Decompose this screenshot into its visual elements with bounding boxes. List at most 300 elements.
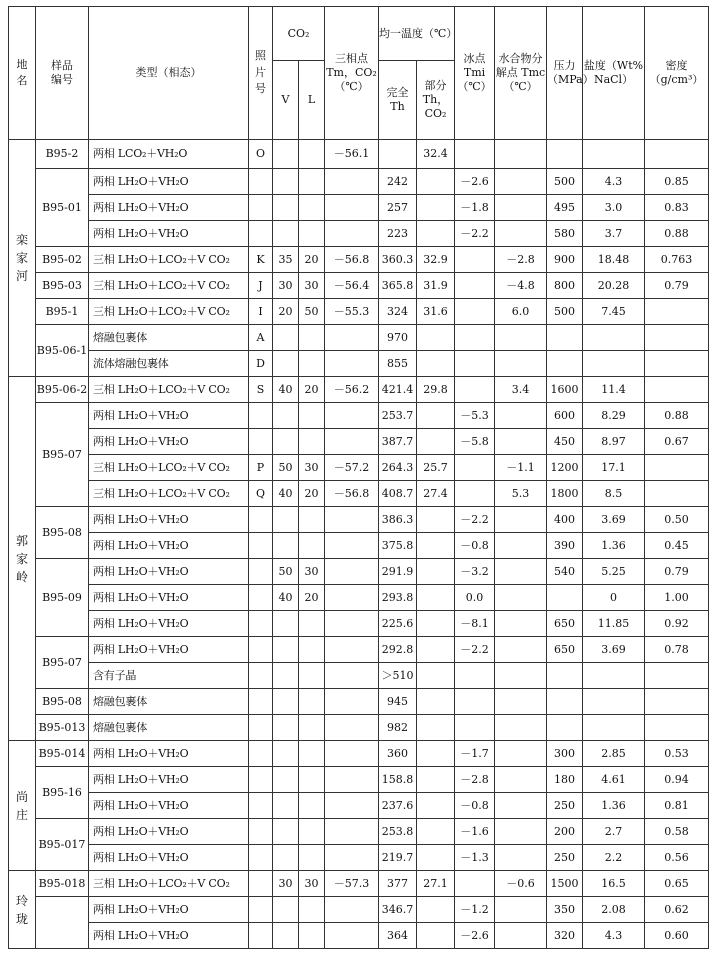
th-partial-cell [417,429,455,455]
pressure-cell: 450 [547,429,583,455]
th-partial-cell: 32.4 [417,140,455,169]
sample-no-cell: B95-07 [36,403,89,507]
photo-cell: D [249,351,273,377]
triple-point-cell [325,663,379,689]
photo-cell: P [249,455,273,481]
triple-point-cell [325,637,379,663]
co2-l-cell: 20 [299,247,325,273]
th-full-cell [379,140,417,169]
table-row [9,273,709,299]
table-row [9,351,709,377]
co2-l-cell [299,923,325,949]
density-cell: 0.45 [645,533,709,559]
salinity-cell [583,689,645,715]
pressure-cell: 900 [547,247,583,273]
co2-l-cell: 20 [299,481,325,507]
sample-no-cell: B95-017 [36,819,89,871]
freezing-point-cell: －0.8 [455,793,495,819]
th-partial-cell [417,793,455,819]
pressure-cell [547,325,583,351]
hydrate-point-cell: －4.8 [495,273,547,299]
pressure-cell [547,663,583,689]
salinity-cell: 8.29 [583,403,645,429]
table-row [9,637,709,663]
th-full-cell: 264.3 [379,455,417,481]
photo-cell: I [249,299,273,325]
sample-no-cell: B95-013 [36,715,89,741]
hydrate-point-cell [495,611,547,637]
table-row [9,247,709,273]
pressure-cell: 1800 [547,481,583,507]
table-row [9,767,709,793]
th-partial-cell [417,715,455,741]
density-cell: 0.88 [645,221,709,247]
salinity-cell [583,663,645,689]
header-hydrate-point: 水合物分解点 Tmc（℃） [495,7,547,140]
freezing-point-cell [455,247,495,273]
th-full-cell: 945 [379,689,417,715]
co2-l-cell: 30 [299,871,325,897]
th-full-cell: 970 [379,325,417,351]
pressure-cell: 250 [547,845,583,871]
co2-l-cell [299,611,325,637]
th-full-cell: 324 [379,299,417,325]
sample-no-cell: B95-07 [36,637,89,689]
triple-point-cell [325,923,379,949]
type-cell: 两相 LH₂O＋VH₂O [89,507,249,533]
triple-point-cell [325,611,379,637]
co2-v-cell: 30 [273,871,299,897]
co2-v-cell: 40 [273,481,299,507]
pressure-cell: 650 [547,611,583,637]
pressure-cell [547,140,583,169]
hydrate-point-cell [495,351,547,377]
density-cell: 0.763 [645,247,709,273]
type-cell: 两相 LH₂O＋VH₂O [89,611,249,637]
co2-l-cell [299,429,325,455]
hydrate-point-cell [495,689,547,715]
density-cell: 0.83 [645,195,709,221]
pressure-cell: 540 [547,559,583,585]
co2-v-cell [273,897,299,923]
sample-no-cell: B95-06-1 [36,325,89,377]
type-cell: 两相 LH₂O＋VH₂O [89,585,249,611]
photo-cell: Q [249,481,273,507]
co2-l-cell: 30 [299,273,325,299]
th-partial-cell: 25.7 [417,455,455,481]
pressure-cell: 1500 [547,871,583,897]
th-full-cell: 365.8 [379,273,417,299]
co2-v-cell [273,221,299,247]
pressure-cell: 1200 [547,455,583,481]
co2-v-cell [273,169,299,195]
salinity-cell [583,140,645,169]
location-cell: 郭家岭 [9,377,36,741]
table-row [9,897,709,923]
hydrate-point-cell [495,533,547,559]
type-cell: 熔融包裹体 [89,325,249,351]
type-cell: 两相 LH₂O＋VH₂O [89,845,249,871]
pressure-cell: 300 [547,741,583,767]
header-type: 类型（相态） [89,7,249,140]
pressure-cell: 250 [547,793,583,819]
th-full-cell: ＞510 [379,663,417,689]
salinity-cell: 1.36 [583,533,645,559]
salinity-cell: 8.97 [583,429,645,455]
co2-v-cell [273,689,299,715]
co2-v-cell: 50 [273,559,299,585]
co2-l-cell [299,325,325,351]
hydrate-point-cell [495,897,547,923]
th-partial-cell [417,507,455,533]
freezing-point-cell: 0.0 [455,585,495,611]
th-partial-cell [417,585,455,611]
co2-l-cell [299,741,325,767]
triple-point-cell [325,767,379,793]
salinity-cell: 3.69 [583,507,645,533]
type-cell: 两相 LH₂O＋VH₂O [89,923,249,949]
th-partial-cell [417,767,455,793]
salinity-cell: 0 [583,585,645,611]
hydrate-point-cell [495,923,547,949]
freezing-point-cell: －2.2 [455,221,495,247]
co2-v-cell [273,533,299,559]
freezing-point-cell [455,299,495,325]
freezing-point-cell: －0.8 [455,533,495,559]
location-cell: 玲珑 [9,871,36,949]
co2-v-cell [273,767,299,793]
sample-no-cell: B95-01 [36,169,89,247]
triple-point-cell [325,559,379,585]
pressure-cell: 600 [547,403,583,429]
triple-point-cell [325,715,379,741]
triple-point-cell [325,351,379,377]
co2-v-cell [273,351,299,377]
type-cell: 三相 LH₂O＋LCO₂＋V CO₂ [89,377,249,403]
freezing-point-cell [455,325,495,351]
th-partial-cell [417,637,455,663]
freezing-point-cell [455,273,495,299]
salinity-cell: 4.3 [583,923,645,949]
type-cell: 两相 LH₂O＋VH₂O [89,819,249,845]
type-cell: 两相 LH₂O＋VH₂O [89,637,249,663]
hydrate-point-cell [495,169,547,195]
pressure-cell: 580 [547,221,583,247]
hydrate-point-cell [495,140,547,169]
photo-cell [249,559,273,585]
type-cell: 两相 LH₂O＋VH₂O [89,559,249,585]
triple-point-cell: －57.2 [325,455,379,481]
salinity-cell: 11.85 [583,611,645,637]
density-cell [645,455,709,481]
hydrate-point-cell [495,559,547,585]
photo-cell [249,403,273,429]
co2-l-cell [299,663,325,689]
table-row [9,403,709,429]
photo-cell [249,533,273,559]
freezing-point-cell: －1.2 [455,897,495,923]
header-th-partial: 部分 Th，CO₂ [417,61,455,140]
photo-cell [249,767,273,793]
th-full-cell: 421.4 [379,377,417,403]
th-full-cell: 292.8 [379,637,417,663]
freezing-point-cell: －2.2 [455,507,495,533]
sample-no-cell: B95-014 [36,741,89,767]
photo-cell [249,689,273,715]
salinity-cell [583,351,645,377]
sample-no-cell: B95-06-2 [36,377,89,403]
th-partial-cell [417,689,455,715]
th-full-cell: 158.8 [379,767,417,793]
density-cell [645,689,709,715]
pressure-cell: 180 [547,767,583,793]
photo-cell [249,637,273,663]
triple-point-cell [325,689,379,715]
co2-l-cell [299,793,325,819]
co2-v-cell [273,429,299,455]
co2-l-cell: 50 [299,299,325,325]
th-full-cell: 237.6 [379,793,417,819]
freezing-point-cell: －2.6 [455,169,495,195]
photo-cell [249,611,273,637]
hydrate-point-cell [495,793,547,819]
salinity-cell [583,715,645,741]
density-cell [645,663,709,689]
triple-point-cell [325,897,379,923]
hydrate-point-cell [495,741,547,767]
th-partial-cell [417,221,455,247]
hydrate-point-cell [495,663,547,689]
th-partial-cell [417,897,455,923]
photo-cell [249,195,273,221]
co2-l-cell [299,637,325,663]
header-pressure: 压力（MPa） [547,7,583,140]
hydrate-point-cell: 5.3 [495,481,547,507]
type-cell: 流体熔融包裹体 [89,351,249,377]
triple-point-cell: －56.4 [325,273,379,299]
density-cell: 0.79 [645,273,709,299]
freezing-point-cell: －5.8 [455,429,495,455]
type-cell: 三相 LH₂O＋LCO₂＋V CO₂ [89,247,249,273]
table-row [9,663,709,689]
hydrate-point-cell [495,715,547,741]
co2-l-cell: 30 [299,559,325,585]
hydrate-point-cell: －2.8 [495,247,547,273]
triple-point-cell [325,403,379,429]
th-partial-cell [417,325,455,351]
hydrate-point-cell [495,637,547,663]
th-partial-cell: 31.6 [417,299,455,325]
th-full-cell: 346.7 [379,897,417,923]
freezing-point-cell [455,377,495,403]
sample-no-cell: B95-08 [36,507,89,559]
salinity-cell: 4.61 [583,767,645,793]
freezing-point-cell [455,689,495,715]
header-homogenization: 均一温度（℃） [379,7,455,61]
pressure-cell: 400 [547,507,583,533]
freezing-point-cell [455,871,495,897]
type-cell: 两相 LH₂O＋VH₂O [89,793,249,819]
location-cell: 尚庄 [9,741,36,871]
co2-v-cell [273,715,299,741]
density-cell [645,715,709,741]
table-row [9,923,709,949]
table-row [9,429,709,455]
hydrate-point-cell: 3.4 [495,377,547,403]
freezing-point-cell: －2.6 [455,923,495,949]
th-partial-cell [417,611,455,637]
type-cell: 三相 LH₂O＋LCO₂＋V CO₂ [89,299,249,325]
co2-l-cell [299,195,325,221]
table-row [9,741,709,767]
density-cell: 0.62 [645,897,709,923]
pressure-cell: 200 [547,819,583,845]
hydrate-point-cell: －0.6 [495,871,547,897]
freezing-point-cell [455,140,495,169]
freezing-point-cell: －3.2 [455,559,495,585]
table-row [9,221,709,247]
photo-cell [249,923,273,949]
salinity-cell: 16.5 [583,871,645,897]
table-row [9,377,709,403]
density-cell [645,351,709,377]
density-cell [645,325,709,351]
triple-point-cell: －56.1 [325,140,379,169]
photo-cell [249,793,273,819]
type-cell: 两相 LH₂O＋VH₂O [89,195,249,221]
table-row [9,481,709,507]
hydrate-point-cell [495,403,547,429]
type-cell: 熔融包裹体 [89,689,249,715]
th-full-cell: 375.8 [379,533,417,559]
header-photo: 照片号 [249,7,273,140]
photo-cell [249,741,273,767]
th-partial-cell [417,923,455,949]
hydrate-point-cell [495,325,547,351]
density-cell: 1.00 [645,585,709,611]
triple-point-cell [325,819,379,845]
salinity-cell: 3.0 [583,195,645,221]
triple-point-cell [325,325,379,351]
co2-v-cell: 30 [273,273,299,299]
triple-point-cell [325,533,379,559]
density-cell: 0.78 [645,637,709,663]
pressure-cell: 500 [547,169,583,195]
th-partial-cell [417,403,455,429]
density-cell: 0.92 [645,611,709,637]
density-cell: 0.65 [645,871,709,897]
co2-v-cell [273,741,299,767]
triple-point-cell: －56.8 [325,481,379,507]
salinity-cell: 17.1 [583,455,645,481]
table-row [9,793,709,819]
hydrate-point-cell [495,507,547,533]
location-cell: 栾家河 [9,140,36,377]
hydrate-point-cell [495,221,547,247]
co2-v-cell: 40 [273,585,299,611]
table-row [9,611,709,637]
th-full-cell: 225.6 [379,611,417,637]
sample-no-cell: B95-09 [36,559,89,637]
density-cell: 0.79 [645,559,709,585]
co2-l-cell [299,140,325,169]
co2-l-cell: 30 [299,455,325,481]
th-full-cell: 408.7 [379,481,417,507]
th-partial-cell: 27.4 [417,481,455,507]
sample-no-cell: B95-03 [36,273,89,299]
table-row [9,455,709,481]
table-row [9,715,709,741]
th-partial-cell [417,169,455,195]
co2-v-cell [273,195,299,221]
th-full-cell: 242 [379,169,417,195]
sample-no-cell: B95-16 [36,767,89,819]
pressure-cell: 350 [547,897,583,923]
photo-cell [249,507,273,533]
photo-cell: O [249,140,273,169]
table-row [9,871,709,897]
salinity-cell: 18.48 [583,247,645,273]
salinity-cell: 3.7 [583,221,645,247]
table-row [9,507,709,533]
triple-point-cell [325,585,379,611]
co2-l-cell [299,533,325,559]
pressure-cell [547,585,583,611]
density-cell: 0.88 [645,403,709,429]
salinity-cell: 11.4 [583,377,645,403]
th-full-cell: 360.3 [379,247,417,273]
freezing-point-cell [455,481,495,507]
sample-no-cell: B95-08 [36,689,89,715]
th-partial-cell: 31.9 [417,273,455,299]
th-full-cell: 386.3 [379,507,417,533]
photo-cell [249,871,273,897]
th-partial-cell [417,559,455,585]
triple-point-cell: －55.3 [325,299,379,325]
hydrate-point-cell: －1.1 [495,455,547,481]
type-cell: 两相 LH₂O＋VH₂O [89,403,249,429]
co2-v-cell: 20 [273,299,299,325]
th-full-cell: 219.7 [379,845,417,871]
co2-v-cell [273,845,299,871]
co2-l-cell: 20 [299,377,325,403]
density-cell: 0.50 [645,507,709,533]
hydrate-point-cell: 6.0 [495,299,547,325]
table-row [9,845,709,871]
header-row-1 [9,7,709,61]
type-cell: 三相 LH₂O＋LCO₂＋V CO₂ [89,273,249,299]
co2-v-cell [273,140,299,169]
salinity-cell [583,325,645,351]
table-row [9,169,709,195]
sample-no-cell: B95-02 [36,247,89,273]
header-salinity: 盐度（Wt% NaCl） [583,7,645,140]
table-row [9,299,709,325]
co2-v-cell [273,611,299,637]
hydrate-point-cell [495,819,547,845]
salinity-cell: 2.2 [583,845,645,871]
th-partial-cell [417,819,455,845]
freezing-point-cell [455,351,495,377]
th-partial-cell: 32.9 [417,247,455,273]
th-full-cell: 257 [379,195,417,221]
co2-l-cell [299,221,325,247]
th-full-cell: 387.7 [379,429,417,455]
triple-point-cell [325,195,379,221]
th-full-cell: 982 [379,715,417,741]
type-cell: 三相 LH₂O＋LCO₂＋V CO₂ [89,481,249,507]
co2-l-cell [299,507,325,533]
